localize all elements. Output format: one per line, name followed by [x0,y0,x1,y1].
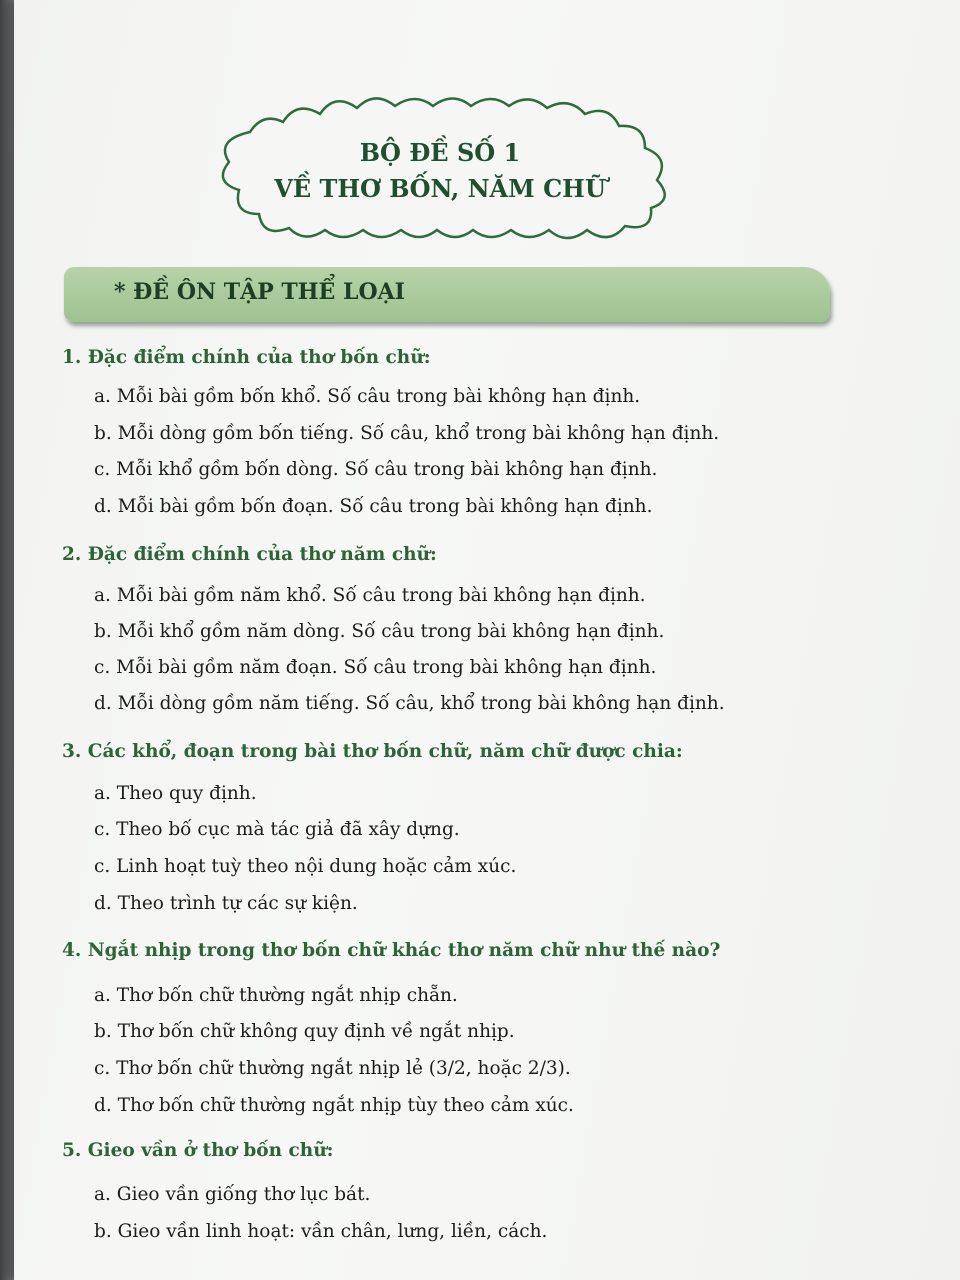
question-5-option-a: a. Gieo vần giống thơ lục bát. [94,1184,371,1205]
question-4-option-b: b. Thơ bốn chữ không quy định về ngắt nhịp. [94,1021,515,1042]
question-1-option-b: b. Mỗi dòng gồm bốn tiếng. Số câu, khổ trong bài không hạn định. [94,423,720,444]
question-3-option-a: a. Theo quy định. [94,783,257,804]
question-3: 3. Các khổ, đoạn trong bài thơ bốn chữ, năm chữ được chia: [62,741,683,762]
question-3-option-d: d. Theo trình tự các sự kiện. [94,893,358,914]
question-1: 1. Đặc điểm chính của thơ bốn chữ: [62,347,431,368]
question-4-option-a: a. Thơ bốn chữ thường ngắt nhịp chẵn. [94,985,458,1006]
question-2: 2. Đặc điểm chính của thơ năm chữ: [62,544,437,565]
question-4-option-d: d. Thơ bốn chữ thường ngắt nhịp tùy theo cảm xúc. [94,1095,574,1116]
question-1-option-c: c. Mỗi khổ gồm bốn dòng. Số câu trong bài không hạn định. [94,459,658,480]
question-2-option-c: c. Mỗi bài gồm năm đoạn. Số câu trong bài không hạn định. [94,657,657,678]
wavy-cloud-border [205,92,675,247]
title-line-1: BỘ ĐỀ SỐ 1 [359,138,521,167]
title-cloud [205,92,675,247]
question-1-option-a: a. Mỗi bài gồm bốn khổ. Số câu trong bài không hạn định. [94,386,641,407]
question-5-option-b: b. Gieo vần linh hoạt: vần chân, lưng, liền, cách. [94,1221,548,1242]
question-4-option-c: c. Thơ bốn chữ thường ngắt nhịp lẻ (3/2, hoặc 2/3). [94,1058,571,1079]
question-2-option-d: d. Mỗi dòng gồm năm tiếng. Số câu, khổ trong bài không hạn định. [94,693,725,714]
question-3-option-b: c. Theo bố cục mà tác giả đã xây dựng. [94,819,460,840]
section-heading: * ĐỀ ÔN TẬP THỂ LOẠI [114,279,405,305]
question-4: 4. Ngắt nhịp trong thơ bốn chữ khác thơ năm chữ như thế nào? [62,940,721,961]
question-2-option-a: a. Mỗi bài gồm năm khổ. Số câu trong bài không hạn định. [94,585,646,606]
section-banner [64,267,830,322]
question-3-option-c: c. Linh hoạt tuỳ theo nội dung hoặc cảm xúc. [94,856,517,877]
question-1-option-d: d. Mỗi bài gồm bốn đoạn. Số câu trong bài không hạn định. [94,496,653,517]
page-edge-shadow [0,0,14,1280]
question-5: 5. Gieo vần ở thơ bốn chữ: [62,1140,334,1161]
title-line-2: VỀ THƠ BỐN, NĂM CHỮ [274,174,606,203]
question-2-option-b: b. Mỗi khổ gồm năm dòng. Số câu trong bài không hạn định. [94,621,665,642]
